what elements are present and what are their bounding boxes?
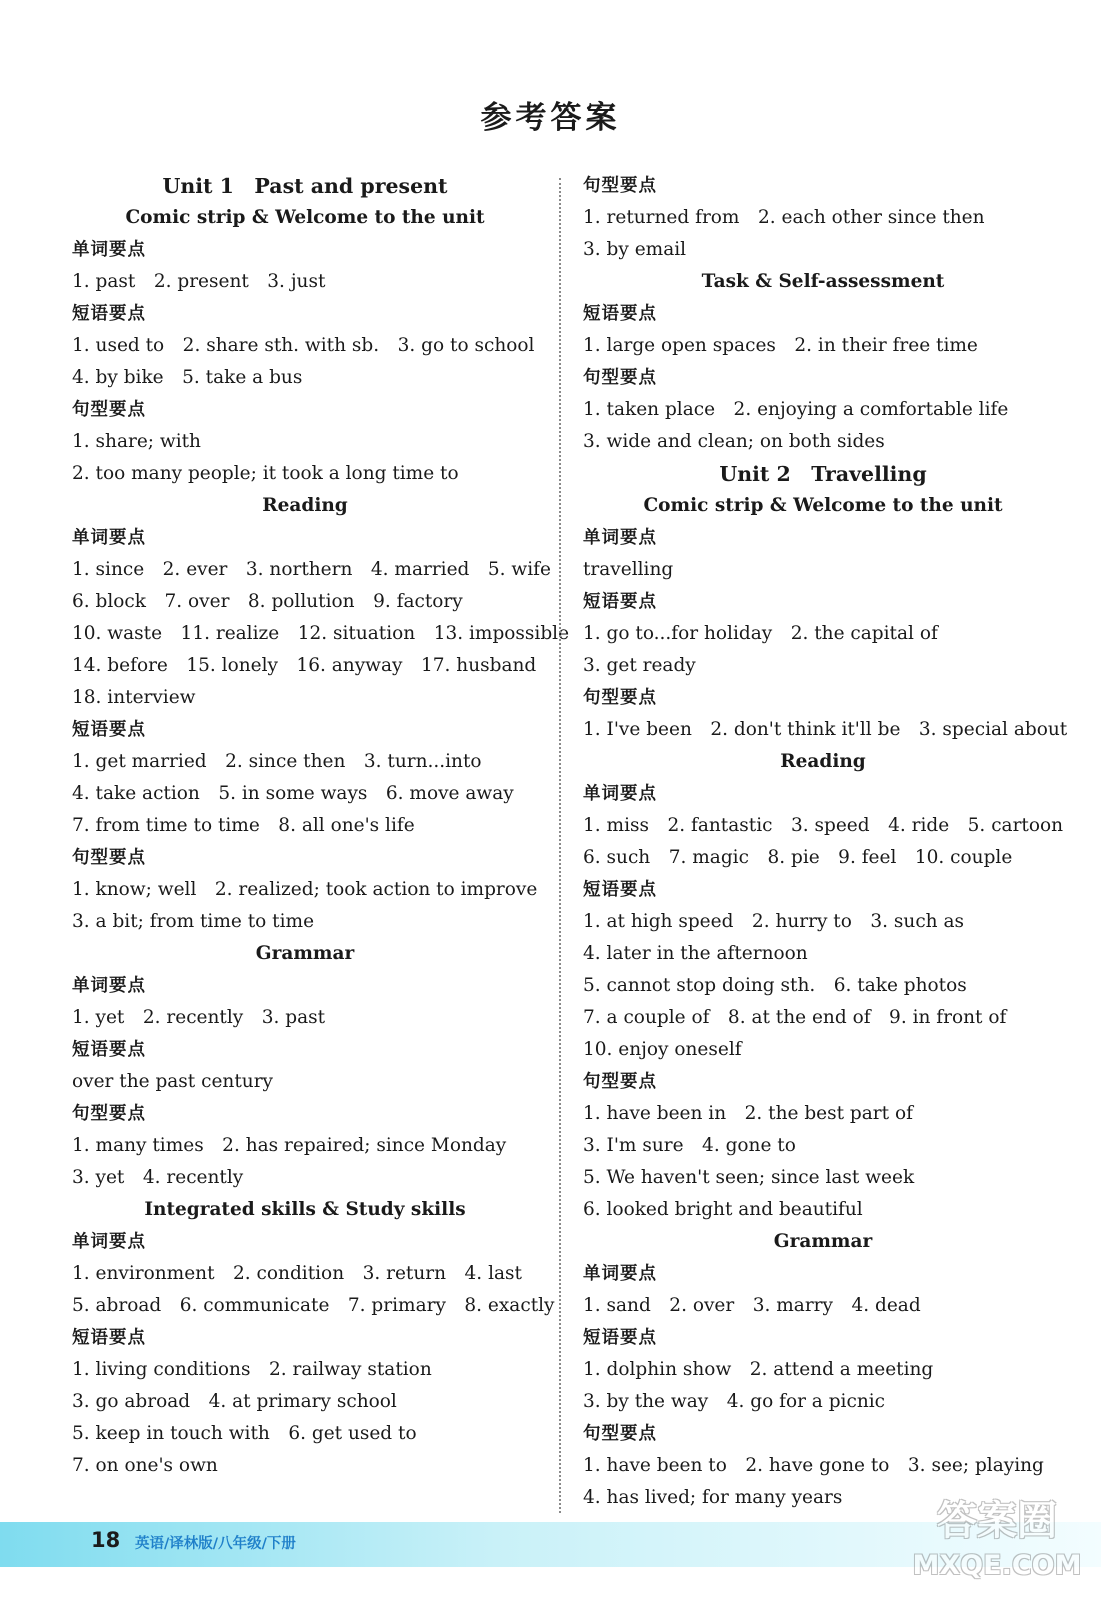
column-divider	[559, 178, 561, 1513]
answer-line: 5. cannot stop doing sth. 6. take photos	[583, 975, 967, 996]
section-heading: Grammar	[773, 1231, 873, 1252]
category-label: 句型要点	[72, 1104, 146, 1124]
answer-line: 1. yet 2. recently 3. past	[72, 1007, 326, 1028]
category-label: 句型要点	[583, 368, 657, 388]
answer-line: 2. too many people; it took a long time to	[72, 463, 459, 484]
answer-line: 7. a couple of 8. at the end of 9. in front of	[583, 1007, 1007, 1028]
answer-line: 1. go to...for holiday 2. the capital of	[583, 623, 938, 644]
answer-line: 18. interview	[72, 687, 196, 708]
answer-line: 1. miss 2. fantastic 3. speed 4. ride 5. cartoon	[583, 815, 1064, 836]
answer-line: 1. returned from 2. each other since then	[583, 207, 985, 228]
answer-line: 1. share; with	[72, 431, 201, 452]
answer-line: 1. many times 2. has repaired; since Monday	[72, 1135, 507, 1156]
answer-line: 6. block 7. over 8. pollution 9. factory	[72, 591, 463, 612]
category-label: 句型要点	[583, 688, 657, 708]
left-column	[72, 170, 570, 1482]
answer-line: travelling	[583, 559, 674, 580]
answer-line: 1. have been to 2. have gone to 3. see; playing	[583, 1455, 1044, 1476]
answer-line: 3. wide and clean; on both sides	[583, 431, 885, 452]
answer-line: 3. by the way 4. go for a picnic	[583, 1391, 886, 1412]
answer-line: 4. take action 5. in some ways 6. move away	[72, 783, 514, 804]
book-info: 英语/译林版/八年级/下册	[135, 1536, 296, 1552]
answer-line: 1. taken place 2. enjoying a comfortable life	[583, 399, 1009, 420]
answer-line: 1. at high speed 2. hurry to 3. such as	[583, 911, 964, 932]
answer-line: 7. on one's own	[72, 1455, 218, 1476]
answer-line: 1. I've been 2. don't think it'll be 3. special about	[583, 719, 1068, 740]
answer-line: 3. I'm sure 4. gone to	[583, 1135, 796, 1156]
category-label: 句型要点	[583, 1072, 657, 1092]
answer-line: 3. go abroad 4. at primary school	[72, 1391, 397, 1412]
answer-line: 1. used to 2. share sth. with sb. 3. go to school	[72, 335, 535, 356]
answer-line: 1. get married 2. since then 3. turn...into	[72, 751, 482, 772]
answer-line: 4. has lived; for many years	[583, 1487, 843, 1508]
right-column	[583, 170, 1068, 1514]
category-label: 单词要点	[583, 528, 657, 548]
category-label: 句型要点	[583, 1424, 657, 1444]
category-label: 单词要点	[72, 528, 146, 548]
page-number: 18	[91, 1528, 121, 1552]
answer-line: 1. large open spaces 2. in their free time	[583, 335, 978, 356]
answer-line: 10. waste 11. realize 12. situation 13. impossible	[72, 623, 570, 644]
section-heading: Task & Self-assessment	[701, 271, 945, 292]
answer-line: 1. living conditions 2. railway station	[72, 1359, 432, 1380]
category-label: 短语要点	[583, 880, 657, 900]
answer-line: 1. environment 2. condition 3. return 4. last	[72, 1263, 522, 1284]
watermark-logo	[912, 1493, 1082, 1595]
answer-line: 1. know; well 2. realized; took action to improve	[72, 879, 538, 900]
answer-line: 5. keep in touch with 6. get used to	[72, 1423, 417, 1444]
answer-line: 4. by bike 5. take a bus	[72, 367, 303, 388]
section-heading: Integrated skills & Study skills	[144, 1199, 466, 1220]
answer-line: 14. before 15. lonely 16. anyway 17. husband	[72, 655, 537, 676]
watermark-url: MXQE.COM	[912, 1550, 1082, 1581]
page-title: 参考答案	[480, 100, 621, 136]
answer-line: 4. later in the afternoon	[583, 943, 808, 964]
section-heading: Comic strip & Welcome to the unit	[125, 207, 485, 228]
section-heading: Comic strip & Welcome to the unit	[643, 495, 1003, 516]
unit-heading: Unit 2 Travelling	[719, 462, 927, 486]
answer-line: 6. looked bright and beautiful	[583, 1199, 863, 1220]
category-label: 句型要点	[72, 848, 146, 868]
category-label: 短语要点	[72, 1328, 146, 1348]
answer-line: 10. enjoy oneself	[583, 1039, 742, 1060]
category-label: 短语要点	[72, 304, 146, 324]
category-label: 短语要点	[72, 720, 146, 740]
category-label: 短语要点	[583, 592, 657, 612]
section-heading: Reading	[262, 495, 348, 516]
section-heading: Reading	[780, 751, 866, 772]
category-label: 单词要点	[72, 240, 146, 260]
category-label: 句型要点	[72, 400, 146, 420]
section-heading: Grammar	[255, 943, 355, 964]
answer-line: 5. We haven't seen; since last week	[583, 1167, 915, 1188]
answer-line: 1. sand 2. over 3. marry 4. dead	[583, 1295, 921, 1316]
answer-line: 1. since 2. ever 3. northern 4. married 5. wife	[72, 559, 551, 580]
answer-line: 3. by email	[583, 239, 687, 260]
category-label: 短语要点	[583, 1328, 657, 1348]
category-label: 单词要点	[72, 976, 146, 996]
answer-line: 5. abroad 6. communicate 7. primary 8. exactly	[72, 1295, 555, 1316]
category-label: 单词要点	[583, 1264, 657, 1284]
category-label: 单词要点	[583, 784, 657, 804]
category-label: 单词要点	[72, 1232, 146, 1252]
watermark-brand: 答案圈	[937, 1498, 1057, 1544]
category-label: 短语要点	[72, 1040, 146, 1060]
answer-line: 6. such 7. magic 8. pie 9. feel 10. couple	[583, 847, 1013, 868]
unit-heading: Unit 1 Past and present	[162, 174, 448, 198]
answer-line: 1. past 2. present 3. just	[72, 271, 326, 292]
answer-line: 3. get ready	[583, 655, 696, 676]
answer-line: 3. yet 4. recently	[72, 1167, 244, 1188]
answer-line: 1. have been in 2. the best part of	[583, 1103, 913, 1124]
answer-line: over the past century	[72, 1071, 273, 1092]
answer-line: 7. from time to time 8. all one's life	[72, 815, 415, 836]
category-label: 短语要点	[583, 304, 657, 324]
answer-line: 3. a bit; from time to time	[72, 911, 315, 932]
category-label: 句型要点	[583, 176, 657, 196]
answer-line: 1. dolphin show 2. attend a meeting	[583, 1359, 934, 1380]
